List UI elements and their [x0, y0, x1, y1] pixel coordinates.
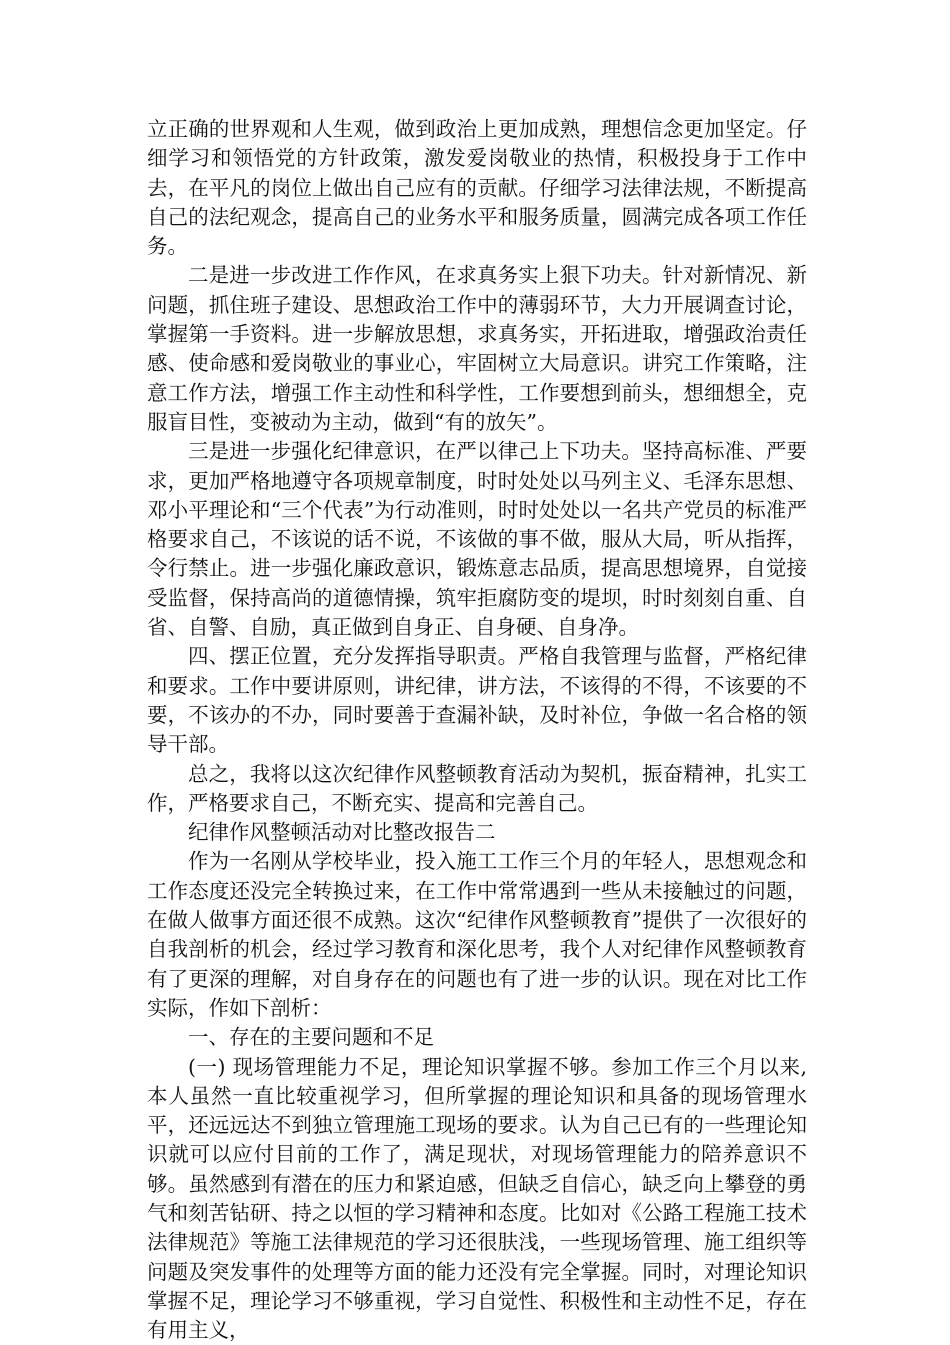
paragraph-discipline: 三是进一步强化纪律意识，在严以律己上下功夫。坚持高标准、严要求，更加严格地遵守各项规章制度，时时处处以马列主义、毛泽东思想、邓小平理论和“三个代表”为行动准则，时时处处以一名共产党员的标准严格要求自己，不该说的话不说，不该做的事不做，服从大局，听从指挥，令行禁止。进一步强化廉政意识，锻炼意志品质，提高思想境界，自觉接受监督，保持高尚的道德情操，筑牢拒腐防变的堤坝，时时刻刻自重、自省、自警、自励，真正做到自身正、自身硬、自身净。 — [147, 437, 807, 642]
document-page — [147, 115, 807, 1345]
paragraph-position: 四、摆正位置，充分发挥指导职责。严格自我管理与监督，严格纪律和要求。工作中要讲原则，讲纪律，讲方法，不该得的不得，不该要的不要，不该办的不办，同时要善于查漏补缺，及时补位，争做一名合格的领导干部。 — [147, 642, 807, 759]
section-heading: 一、存在的主要问题和不足 — [147, 1023, 807, 1052]
paragraph-intro: 作为一名刚从学校毕业，投入施工工作三个月的年轻人，思想观念和工作态度还没完全转换过来，在工作中常常遇到一些从未接触过的问题，在做人做事方面还很不成熟。这次“纪律作风整顿教育”提供了一次很好的自我剖析的机会，经过学习教育和深化思考，我个人对纪律作风整顿教育有了更深的理解，对自身存在的问题也有了进一步的认识。现在对比工作实际，作如下剖析： — [147, 847, 807, 1023]
paragraph-problem-one: (一) 现场管理能力不足，理论知识掌握不够。参加工作三个月以来, 本人虽然一直比较重视学习，但所掌握的理论知识和具备的现场管理水平，还远远达不到独立管理施工现场的要求。认为自己已有的一些理论知识就可以应付目前的工作了，满足现状，对现场管理能力的陪养意识不够。虽然感到有潜在的压力和紧迫感，但缺乏自信心，缺乏向上攀登的勇气和刻苦钻研、持之以恒的学习精神和态度。比如对《公路工程施工技术法律规范》等施工法律规范的学习还很肤浅，一些现场管理、施工组织等问题及突发事件的处理等方面的能力还没有完全掌握。同时，对理论知识掌握不足，理论学习不够重视，学习自觉性、积极性和主动性不足，存在有用主义， — [147, 1053, 807, 1345]
paragraph-work-style: 二是进一步改进工作作风，在求真务实上狠下功夫。针对新情况、新问题，抓住班子建设、思想政治工作中的薄弱环节，大力开展调查讨论，掌握第一手资料。进一步解放思想，求真务实，开拓进取，增强政治责任感、使命感和爱岗敬业的事业心，牢固树立大局意识。讲究工作策略，注意工作方法，增强工作主动性和科学性，工作要想到前头，想细想全，克服盲目性，变被动为主动，做到“有的放矢”。 — [147, 261, 807, 437]
report-title: 纪律作风整顿活动对比整改报告二 — [147, 818, 807, 847]
paragraph-summary: 总之，我将以这次纪律作风整顿教育活动为契机，振奋精神，扎实工作，严格要求自己，不断充实、提高和完善自己。 — [147, 760, 807, 819]
paragraph-continued: 立正确的世界观和人生观，做到政治上更加成熟，理想信念更加坚定。仔细学习和领悟党的方针政策，激发爱岗敬业的热情，积极投身于工作中去，在平凡的岗位上做出自己应有的贡献。仔细学习法律法规，不断提高自己的法纪观念，提高自己的业务水平和服务质量，圆满完成各项工作任务。 — [147, 115, 807, 261]
